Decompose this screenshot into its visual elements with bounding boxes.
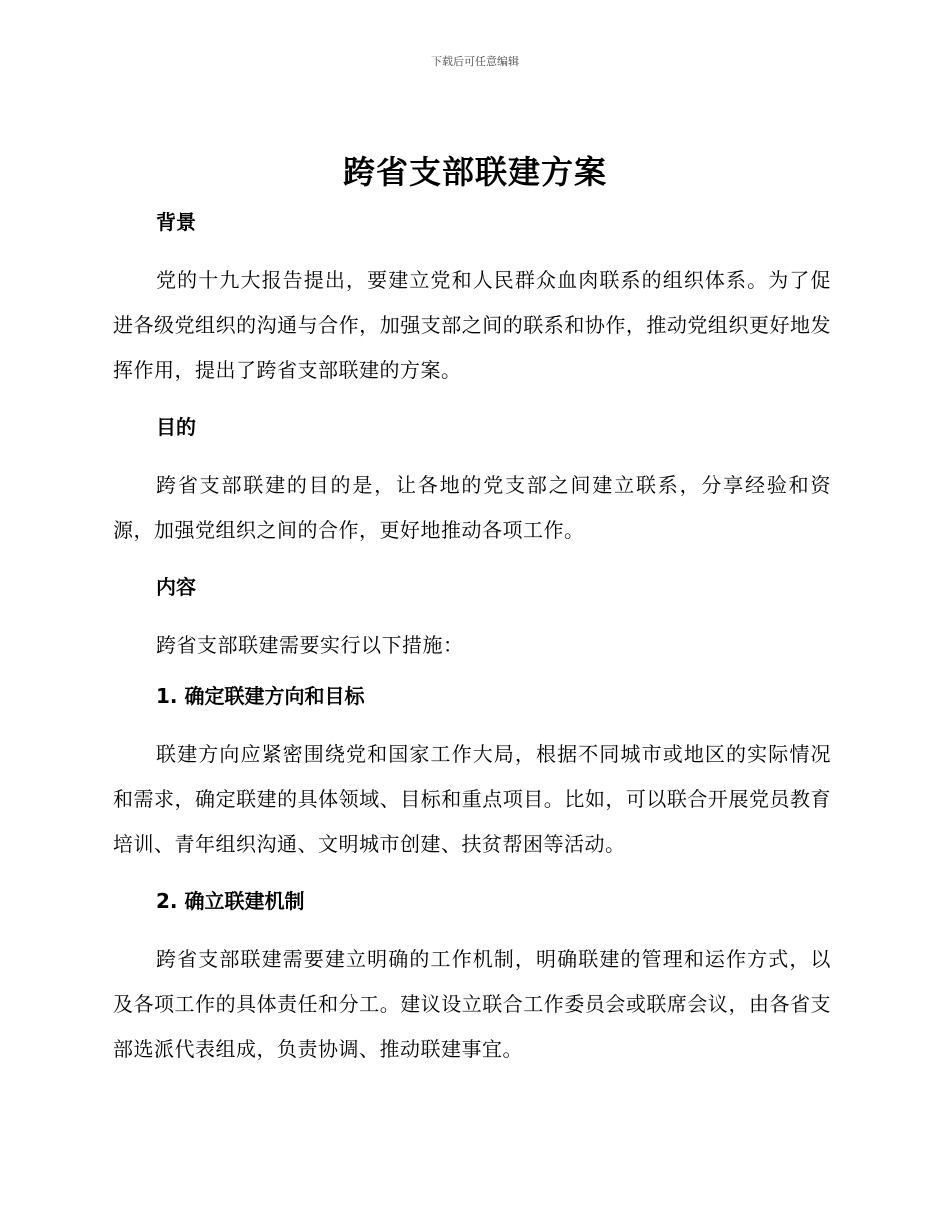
document-body [113, 196, 831, 1072]
section-heading-item-1: 1. 确定联建方向和目标 [156, 684, 365, 708]
section-heading-purpose: 目的 [156, 415, 196, 439]
page-header-note: 下载后可任意编辑 [431, 55, 519, 68]
paragraph-content-intro: 跨省支部联建需要实行以下措施： [156, 633, 464, 657]
section-heading-background: 背景 [156, 210, 196, 234]
section-heading-content: 内容 [156, 575, 196, 599]
paragraph-background: 党的十九大报告提出，要建立党和人民群众血肉联系的组织体系。为了促进各级党组织的沟通与合作，加强支部之间的联系和协作，推动党组织更好地发挥作用，提出了跨省支部联建的方案。 [113, 268, 831, 382]
section-heading-item-2: 2. 确立联建机制 [156, 889, 305, 913]
paragraph-purpose: 跨省支部联建的目的是，让各地的党支部之间建立联系，分享经验和资源，加强党组织之间的合作，更好地推动各项工作。 [113, 473, 831, 542]
paragraph-item-2: 跨省支部联建需要建立明确的工作机制，明确联建的管理和运作方式，以及各项工作的具体责任和分工。建议设立联合工作委员会或联席会议，由各省支部选派代表组成，负责协调、推动联建事宜。 [113, 947, 831, 1061]
paragraph-item-1: 联建方向应紧密围绕党和国家工作大局，根据不同城市或地区的实际情况和需求，确定联建的具体领域、目标和重点项目。比如，可以联合开展党员教育培训、青年组织沟通、文明城市创建、扶贫帮困等活动。 [113, 742, 831, 856]
document-title: 跨省支部联建方案 [342, 153, 607, 191]
